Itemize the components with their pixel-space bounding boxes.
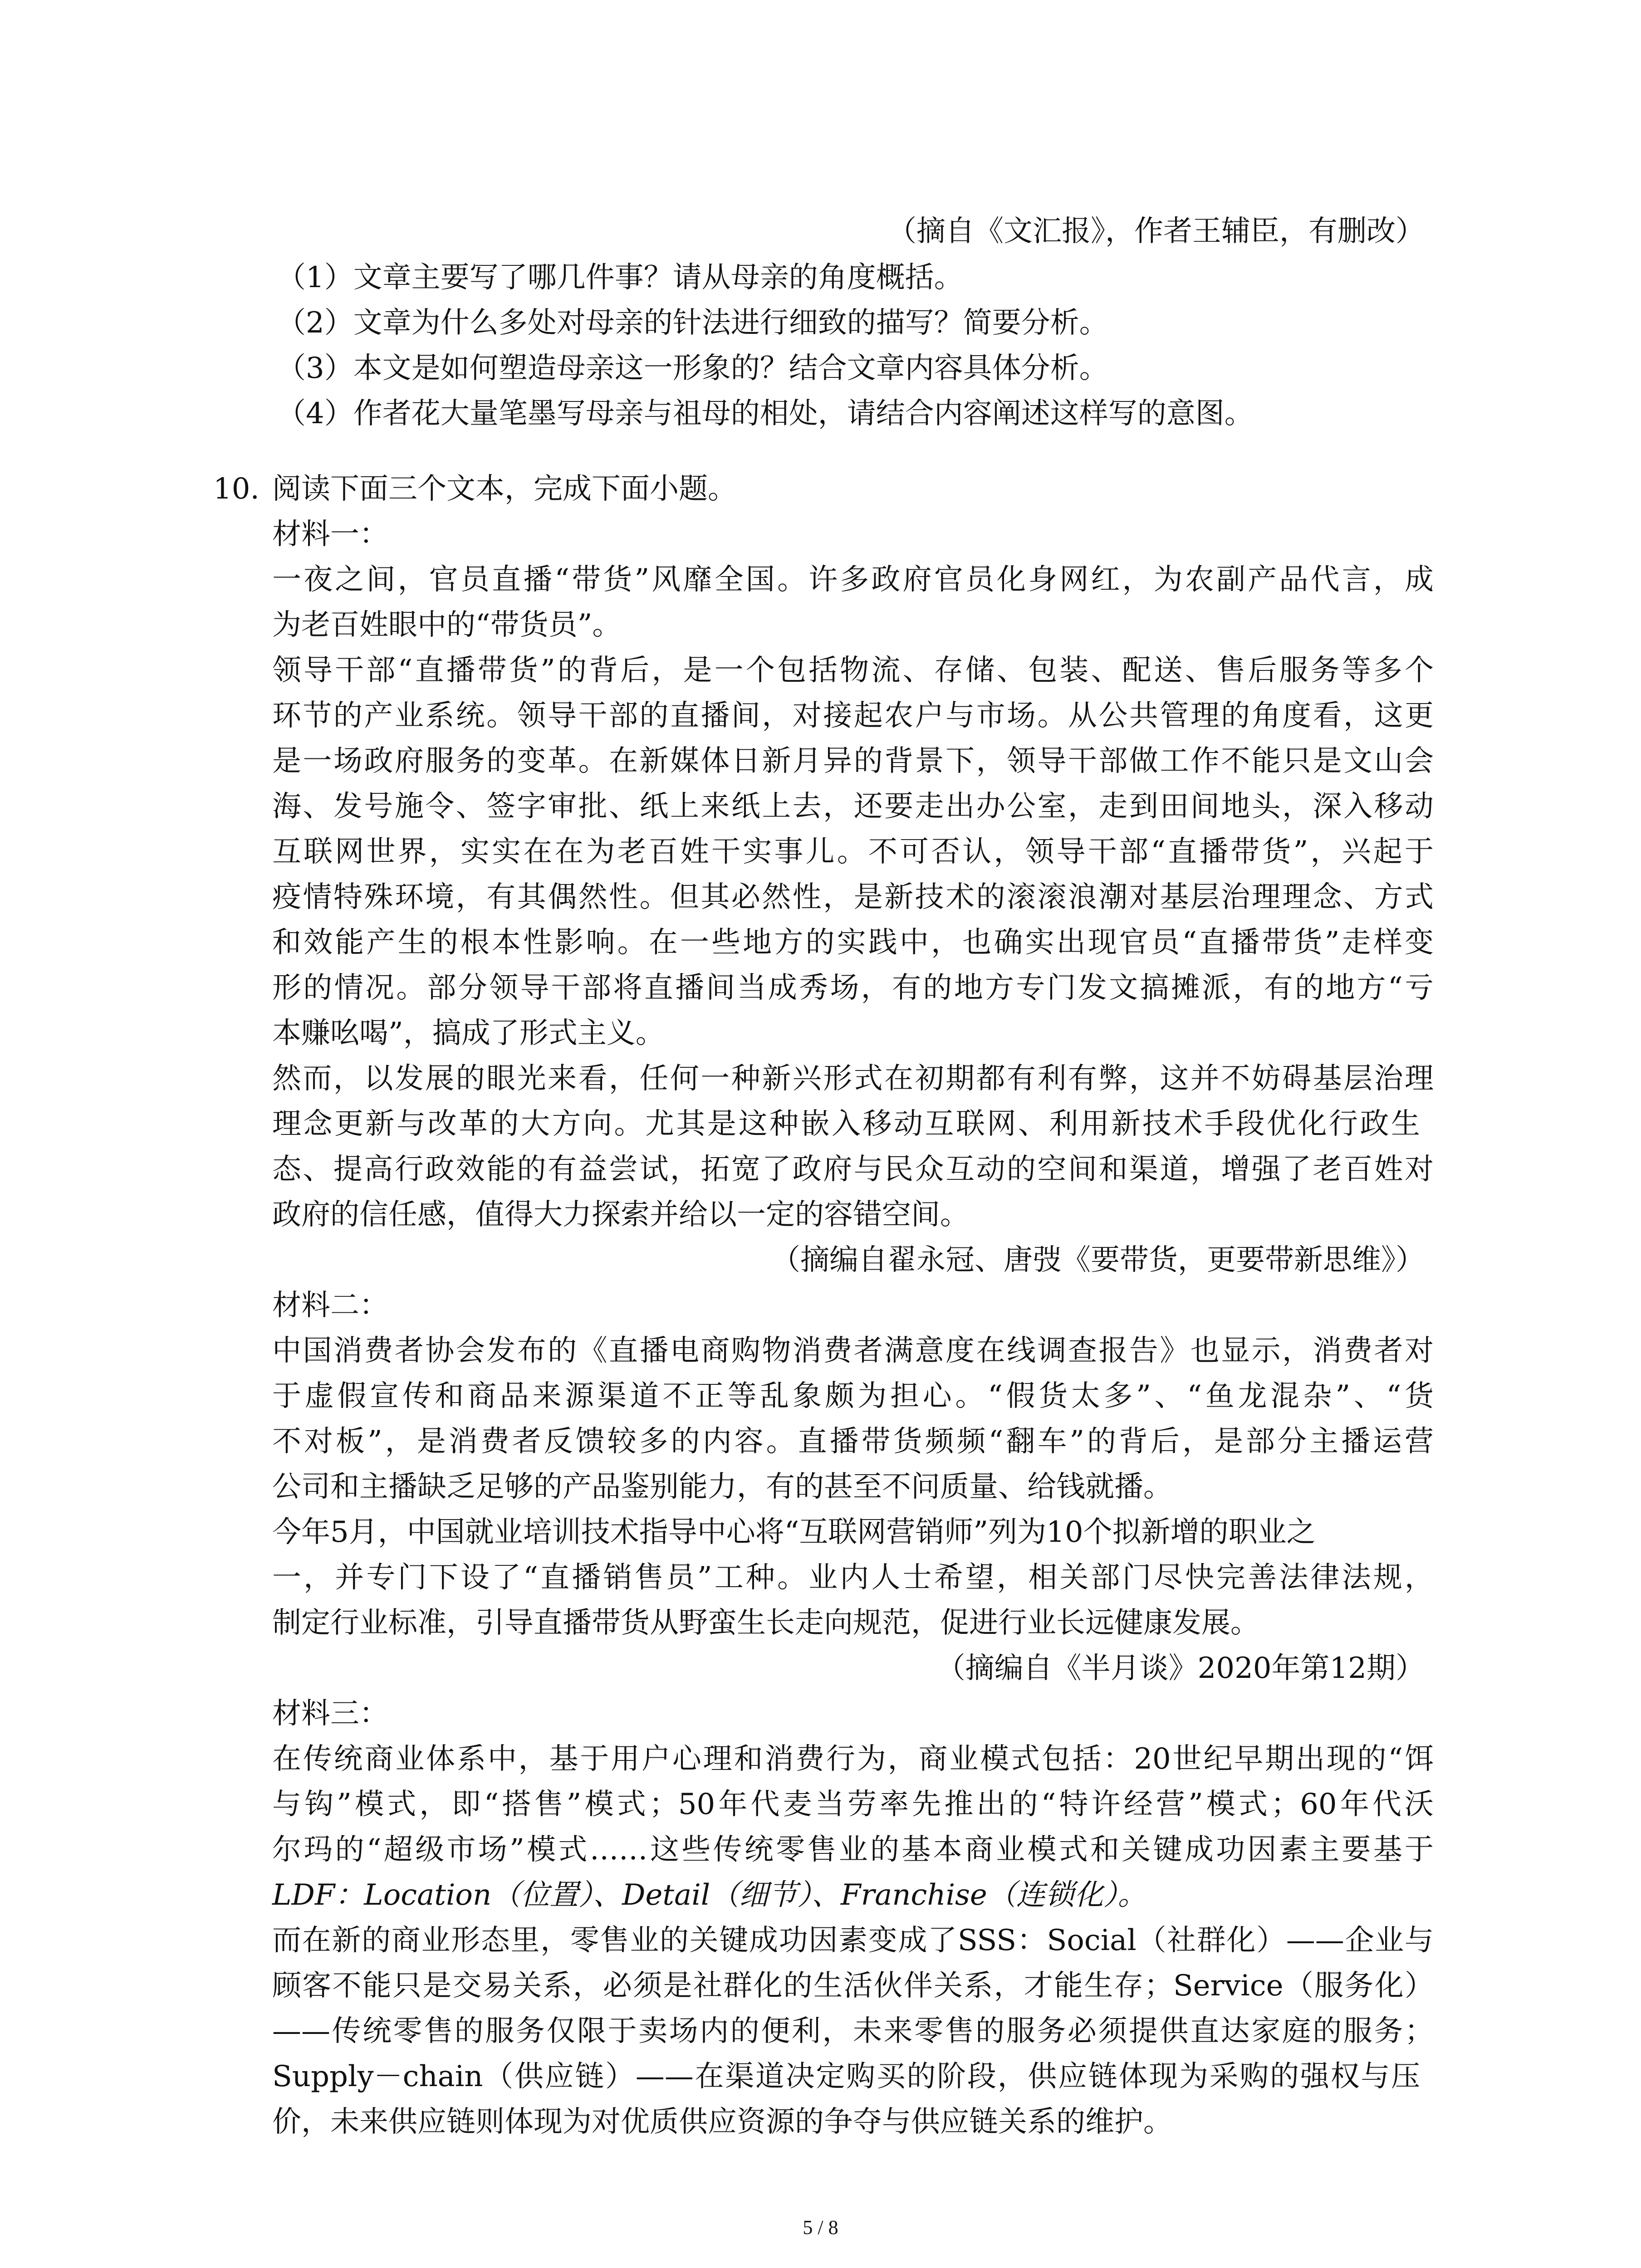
material-1-line: 和效能产生的根本性影响。在一些地方的实践中，也确实出现官员“直播带货”走样变 <box>272 926 1434 959</box>
material-1-line: 形的情况。部分领导干部将直播间当成秀场，有的地方专门发文搞摊派，有的地方“亏 <box>272 971 1434 1005</box>
material-3-line: Supply－chain（供应链）——在渠道决定购买的阶段，供应链体现为采购的强权与压 <box>272 2060 1420 2093</box>
material-1-line: 海、发号施令、签字审批、纸上来纸上去，还要走出办公室，走到田间地头，深入移动 <box>272 790 1434 823</box>
material-1-label: 材料一： <box>272 518 388 551</box>
material-1-line: 互联网世界，实实在在为老百姓干实事儿。不可否认，领导干部“直播带货”，兴起于 <box>272 835 1434 869</box>
material-2-line: 不对板”，是消费者反馈较多的内容。直播带货频频“翻车”的背后，是部分主播运营 <box>272 1425 1434 1458</box>
material-3-label: 材料三： <box>272 1697 388 1730</box>
material-1-line: 是一场政府服务的变革。在新媒体日新月异的背景下，领导干部做工作不能只是文山会 <box>272 744 1434 778</box>
question-10-number: 10. <box>213 472 260 506</box>
question-9-2: （2）文章为什么多处对母亲的针法进行细致的描写？简要分析。 <box>277 306 1108 340</box>
material-2-line: 制定行业标准，引导直播带货从野蛮生长走向规范，促进行业长远健康发展。 <box>272 1606 1259 1640</box>
material-2-line: 于虚假宣传和商品来源渠道不正等乱象颇为担心。“假货太多”、“鱼龙混杂”、“货 <box>272 1379 1434 1413</box>
question-10-prompt: 阅读下面三个文本，完成下面小题。 <box>272 472 737 506</box>
material-1-line: 然而，以发展的眼光来看，任何一种新兴形式在初期都有利有弊，这并不妨碍基层治理 <box>272 1062 1434 1095</box>
material-3-line: 而在新的商业形态里，零售业的关键成功因素变成了SSS：Social（社群化）——企业与 <box>272 1924 1434 1957</box>
material-3-line: 在传统商业体系中，基于用户心理和消费行为，商业模式包括：20世纪早期出现的“饵 <box>272 1742 1434 1776</box>
material-3-line: 顾客不能只是交易关系，必须是社群化的生活伙伴关系，才能生存；Service（服务化） <box>272 1969 1434 2003</box>
question-9-3: （3）本文是如何塑造母亲这一形象的？结合文章内容具体分析。 <box>277 352 1108 385</box>
material-1-line: 环节的产业系统。领导干部的直播间，对接起农户与市场。从公共管理的角度看，这更 <box>272 699 1434 733</box>
material-2-line: 公司和主播缺乏足够的产品鉴别能力，有的甚至不问质量、给钱就播。 <box>272 1470 1172 1504</box>
material-1-line: 一夜之间，官员直播“带货”风靡全国。许多政府官员化身网红，为农副产品代言，成 <box>272 563 1434 596</box>
material-2-source: （摘编自《半月谈》2020年第12期） <box>936 1652 1425 1685</box>
question-9-4: （4）作者花大量笔墨写母亲与祖母的相处，请结合内容阐述这样写的意图。 <box>277 397 1254 430</box>
material-1-line: 态、提高行政效能的有益尝试，拓宽了政府与民众互动的空间和渠道，增强了老百姓对 <box>272 1153 1434 1186</box>
material-1-line: 领导干部“直播带货”的背后，是一个包括物流、存储、包装、配送、售后服务等多个 <box>272 654 1434 687</box>
material-1-line: 政府的信任感，值得大力探索并给以一定的容错空间。 <box>272 1198 969 1232</box>
material-1-line: 本赚吆喝”，搞成了形式主义。 <box>272 1017 665 1050</box>
material-3-line: 尔玛的“超级市场”模式……这些传统零售业的基本商业模式和关键成功因素主要基于 <box>272 1833 1434 1867</box>
material-1-line: 疫情特殊环境，有其偶然性。但其必然性，是新技术的滚滚浪潮对基层治理理念、方式 <box>272 880 1434 914</box>
material-1-line: 为老百姓眼中的“带货员”。 <box>272 608 622 642</box>
material-1-line: 理念更新与改革的大方向。尤其是这种嵌入移动互联网、利用新技术手段优化行政生 <box>272 1107 1420 1141</box>
material-2-line: 一，并专门下设了“直播销售员”工种。业内人士希望，相关部门尽快完善法律法规， <box>272 1561 1434 1594</box>
material-3-line: ——传统零售的服务仅限于卖场内的便利，未来零售的服务必须提供直达家庭的服务； <box>272 2014 1434 2048</box>
question-9-1: （1）文章主要写了哪几件事？请从母亲的角度概括。 <box>277 261 963 294</box>
material-2-line: 今年5月，中国就业培训技术指导中心将“互联网营销师”列为10个拟新增的职业之 <box>272 1515 1316 1549</box>
material-3-line: 与钩”模式，即“搭售”模式；50年代麦当劳率先推出的“特许经营”模式；60年代沃 <box>272 1788 1434 1821</box>
material-2-line: 中国消费者协会发布的《直播电商购物消费者满意度在线调查报告》也显示，消费者对 <box>272 1334 1434 1368</box>
page-number: 5 / 8 <box>803 2216 838 2239</box>
material-3-line: 价，未来供应链则体现为对优质供应资源的争夺与供应链关系的维护。 <box>272 2105 1172 2139</box>
material-2-label: 材料二： <box>272 1289 388 1322</box>
source-citation: （摘自《文汇报》，作者王辅臣，有删改） <box>887 215 1425 248</box>
material-1-source: （摘编自翟永冠、唐弢《要带货，更要带新思维》） <box>771 1243 1425 1277</box>
material-3-line: LDF：Location（位置）、Detail（细节）、Franchise（连锁化）。 <box>272 1878 1147 1912</box>
